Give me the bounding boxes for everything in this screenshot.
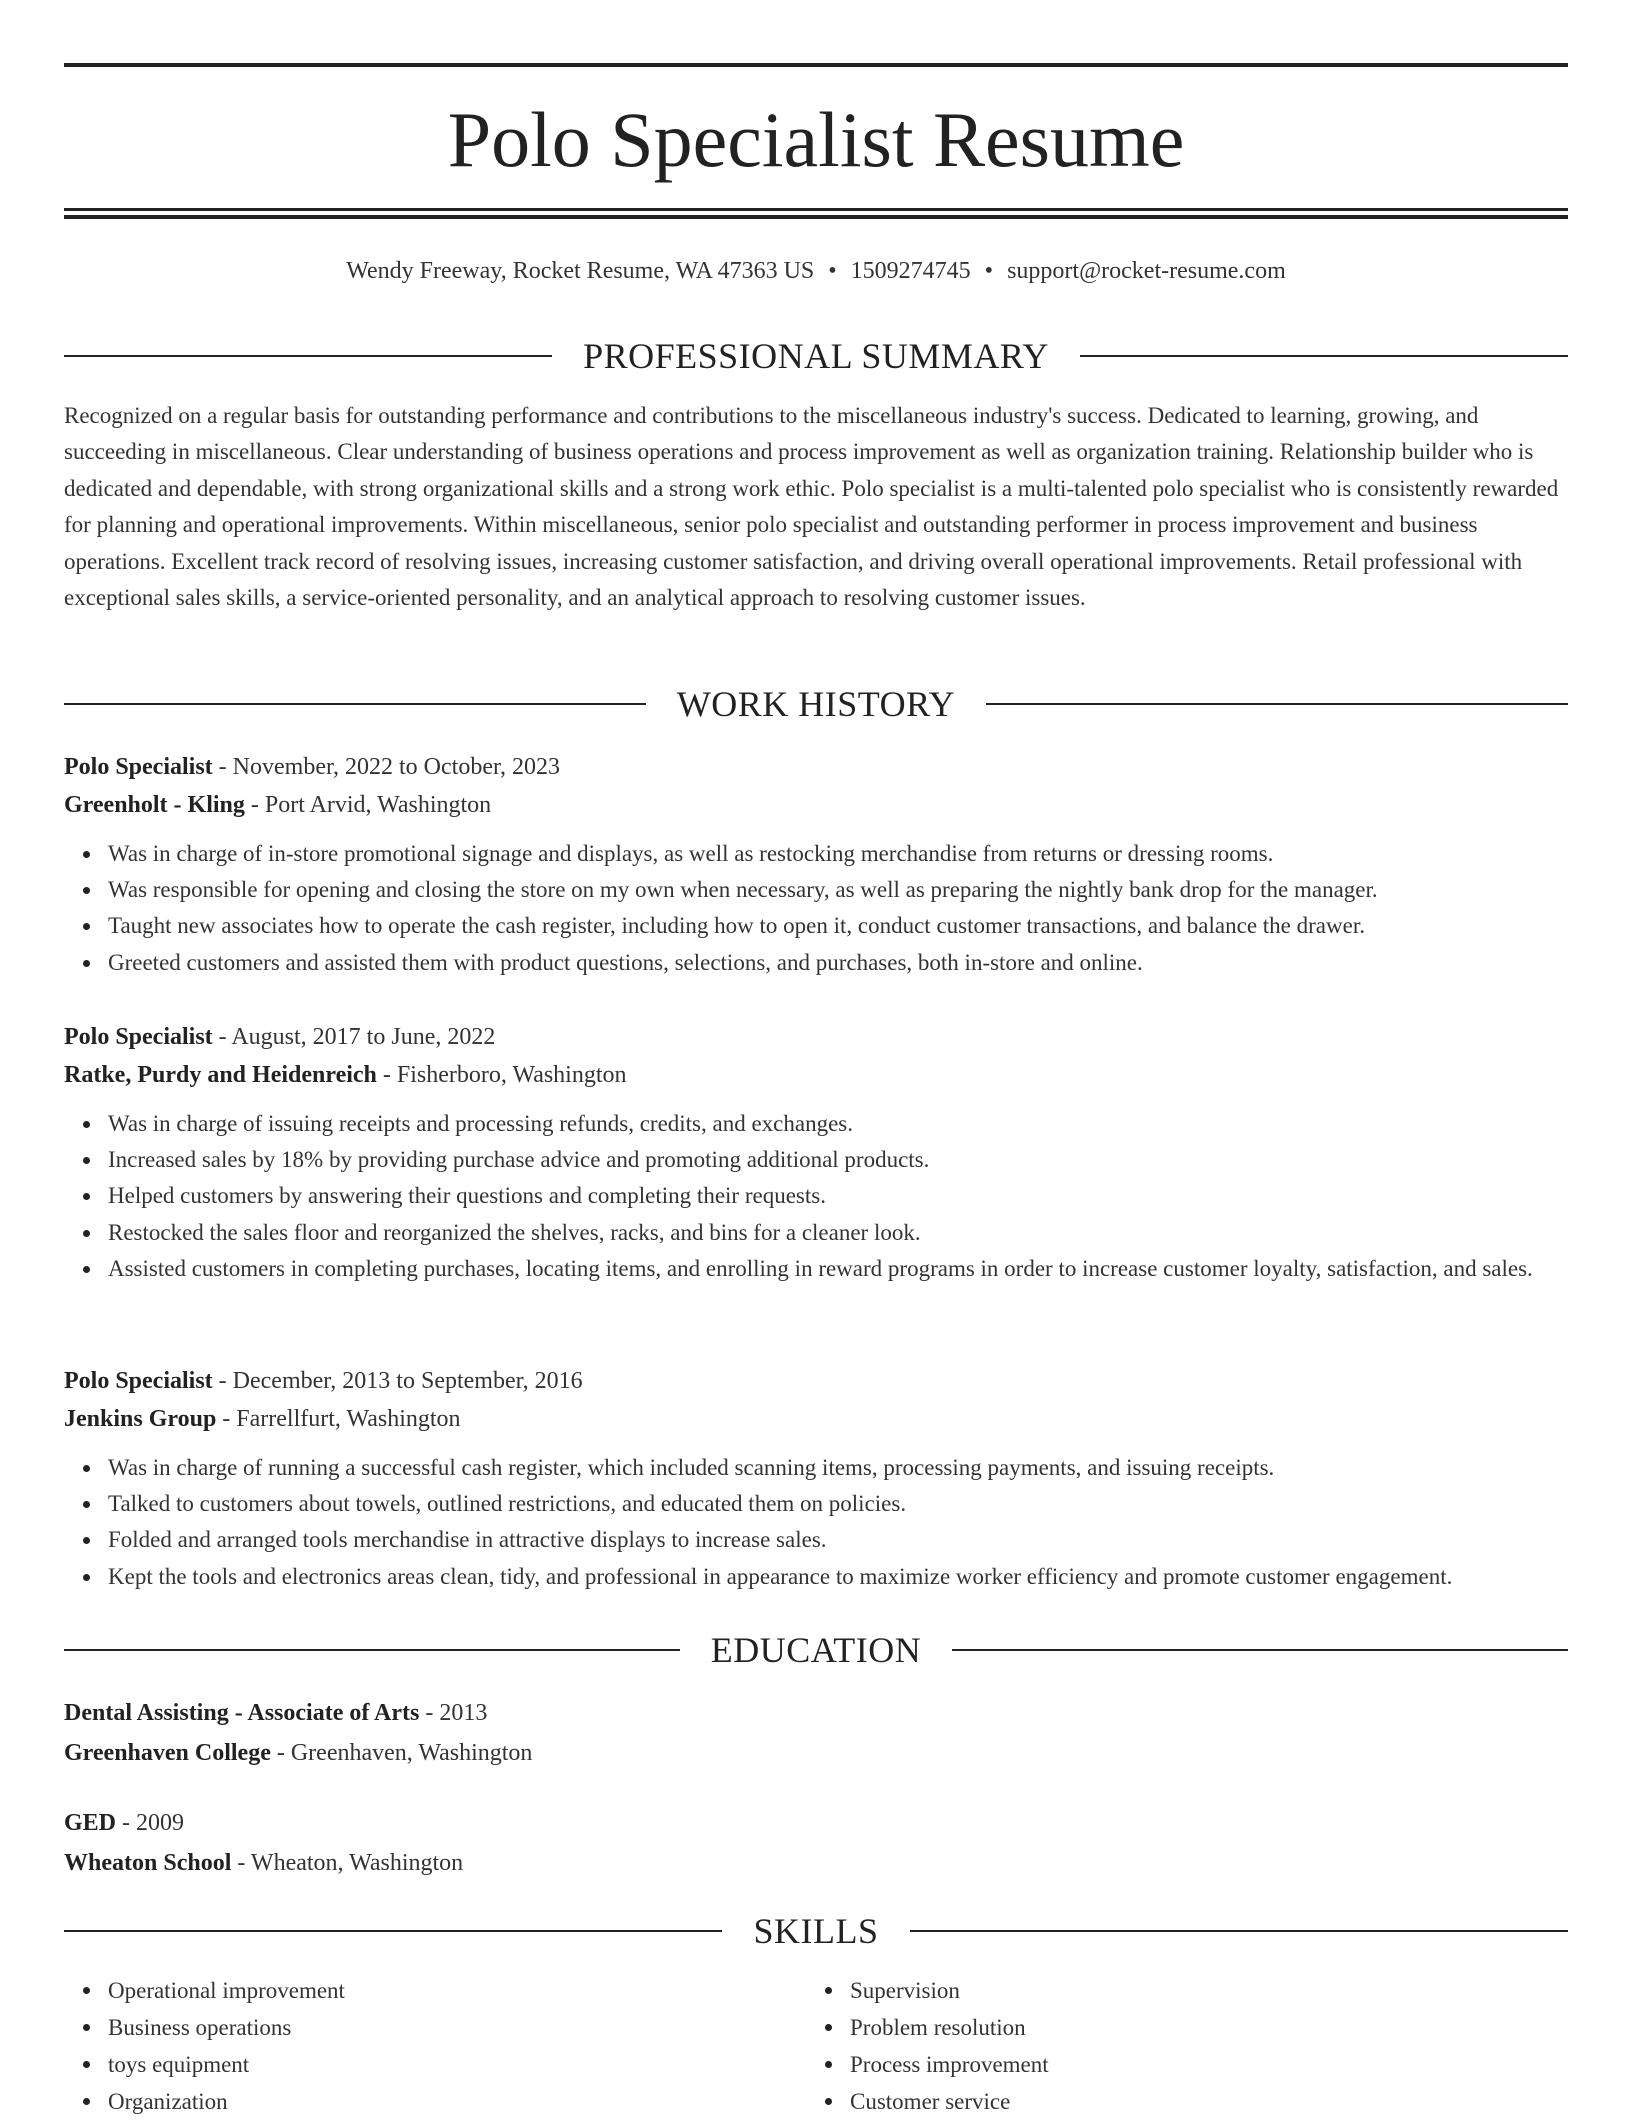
section-rule-right [910, 1930, 1568, 1932]
education-year: - 2013 [419, 1700, 488, 1726]
job-title: Polo Specialist [64, 1024, 213, 1050]
skill-item: Operational improvement [108, 1972, 764, 2009]
section-header-education [64, 1628, 1568, 1672]
job-location: - Farrellfurt, Washington [216, 1406, 461, 1432]
list-item: Increased sales by 18% by providing purchase advice and promoting additional products. [108, 1142, 1568, 1178]
list-item: Assisted customers in completing purchases, locating items, and enrolling in reward programs in order to increase customer loyalty, satisfaction, and sales. [108, 1251, 1568, 1287]
job-duties [64, 1106, 1568, 1287]
education-school: Wheaton School [64, 1850, 232, 1876]
skill-item: Process improvement [850, 2046, 1506, 2083]
list-item: Folded and arranged tools merchandise in attractive displays to increase sales. [108, 1522, 1568, 1558]
contact-line [64, 254, 1568, 288]
job-company: Ratke, Purdy and Heidenreich [64, 1062, 377, 1088]
education-degree: GED [64, 1810, 117, 1836]
skill-item: Customer service [850, 2083, 1506, 2120]
list-item: Was responsible for opening and closing the store on my own when necessary, as well as preparing the nightly bank drop for the manager. [108, 872, 1568, 908]
education-entry [64, 1693, 1568, 1773]
section-rule-right [986, 703, 1568, 705]
education-school: Greenhaven College [64, 1740, 271, 1766]
education-degree: Dental Assisting - Associate of Arts [64, 1700, 420, 1726]
job-company: Greenholt - Kling [64, 792, 245, 818]
section-title-skills: SKILLS [753, 1911, 879, 1951]
skill-item: Organization [108, 2083, 764, 2120]
contact-phone: 1509274745 [850, 258, 971, 284]
skill-item: Problem resolution [850, 2009, 1506, 2046]
list-item: Was in charge of issuing receipts and processing refunds, credits, and exchanges. [108, 1106, 1568, 1142]
job-dates: - November, 2022 to October, 2023 [212, 754, 561, 780]
list-item: Was in charge of in-store promotional signage and displays, as well as restocking merchandise from returns or dressing rooms. [108, 836, 1568, 872]
section-header-work [64, 682, 1568, 726]
job-location: - Port Arvid, Washington [244, 792, 492, 818]
list-item: Kept the tools and electronics areas clean, tidy, and professional in appearance to maximize worker efficiency and promote customer engagement. [108, 1559, 1568, 1595]
job-dates: - December, 2013 to September, 2016 [212, 1368, 583, 1394]
section-header-skills [64, 1909, 1568, 1953]
section-title-work: WORK HISTORY [676, 684, 956, 724]
section-header-summary [64, 334, 1568, 378]
skill-item: Business operations [108, 2009, 764, 2046]
job-duties [64, 836, 1568, 981]
section-title-summary: PROFESSIONAL SUMMARY [583, 336, 1049, 376]
contact-email: support@rocket-resume.com [1007, 258, 1286, 284]
education-location: - Wheaton, Washington [231, 1850, 464, 1876]
section-title-education: EDUCATION [710, 1630, 922, 1670]
education-location: - Greenhaven, Washington [270, 1740, 533, 1766]
education-year: - 2009 [116, 1810, 185, 1836]
job-entry [64, 748, 1568, 981]
job-duties [64, 1450, 1568, 1595]
job-location: - Fisherboro, Washington [376, 1062, 627, 1088]
list-item: Was in charge of running a successful cash register, which included scanning items, processing payments, and issuing receipts. [108, 1450, 1568, 1486]
title-rule-upper [64, 208, 1568, 211]
skill-item: toys equipment [108, 2046, 764, 2083]
contact-separator: • [984, 258, 994, 284]
education-entry [64, 1803, 1568, 1883]
job-company: Jenkins Group [64, 1406, 217, 1432]
job-dates: - August, 2017 to June, 2022 [212, 1024, 496, 1050]
page-title: Polo Specialist Resume [447, 96, 1185, 183]
skills-column-right [806, 1972, 1506, 2120]
job-title: Polo Specialist [64, 1368, 213, 1394]
list-item: Greeted customers and assisted them with product questions, selections, and purchases, both in-store and online. [108, 945, 1568, 981]
contact-address: Wendy Freeway, Rocket Resume, WA 47363 US [346, 258, 815, 284]
section-rule-right [1080, 355, 1568, 357]
title-rule-lower [64, 215, 1568, 219]
skills-column-left [64, 1972, 764, 2120]
job-entry [64, 1362, 1568, 1595]
job-title: Polo Specialist [64, 754, 213, 780]
skill-item: Supervision [850, 1972, 1506, 2009]
list-item: Helped customers by answering their questions and completing their requests. [108, 1178, 1568, 1214]
list-item: Restocked the sales floor and reorganized the shelves, racks, and bins for a cleaner look. [108, 1215, 1568, 1251]
list-item: Taught new associates how to operate the cash register, including how to open it, conduct customer transactions, and balance the drawer. [108, 908, 1568, 944]
list-item: Talked to customers about towels, outlined restrictions, and educated them on policies. [108, 1486, 1568, 1522]
job-entry [64, 1018, 1568, 1287]
summary-text: Recognized on a regular basis for outstanding performance and contributions to the miscellaneous industry's success. Dedicated to learning, growing, and succeeding in miscellaneous. Clear understanding of business operations and process improvement as well as organization training. Relationship builder who is dedicated and dependable, with strong organizational skills and a strong work ethic. Polo specialist is a multi-talented polo specialist who is consistently rewarded for planning and operational improvements. Within miscellaneous, senior polo specialist and outstanding performer in process improvement and business operations. Excellent track record of resolving issues, increasing customer satisfaction, and driving overall operational improvements. Retail professional with exceptional sales skills, a service-oriented personality, and an analytical approach to resolving customer issues. [64, 403, 1559, 611]
contact-separator: • [828, 258, 837, 284]
top-rule [64, 63, 1568, 67]
section-rule-right [952, 1649, 1568, 1651]
